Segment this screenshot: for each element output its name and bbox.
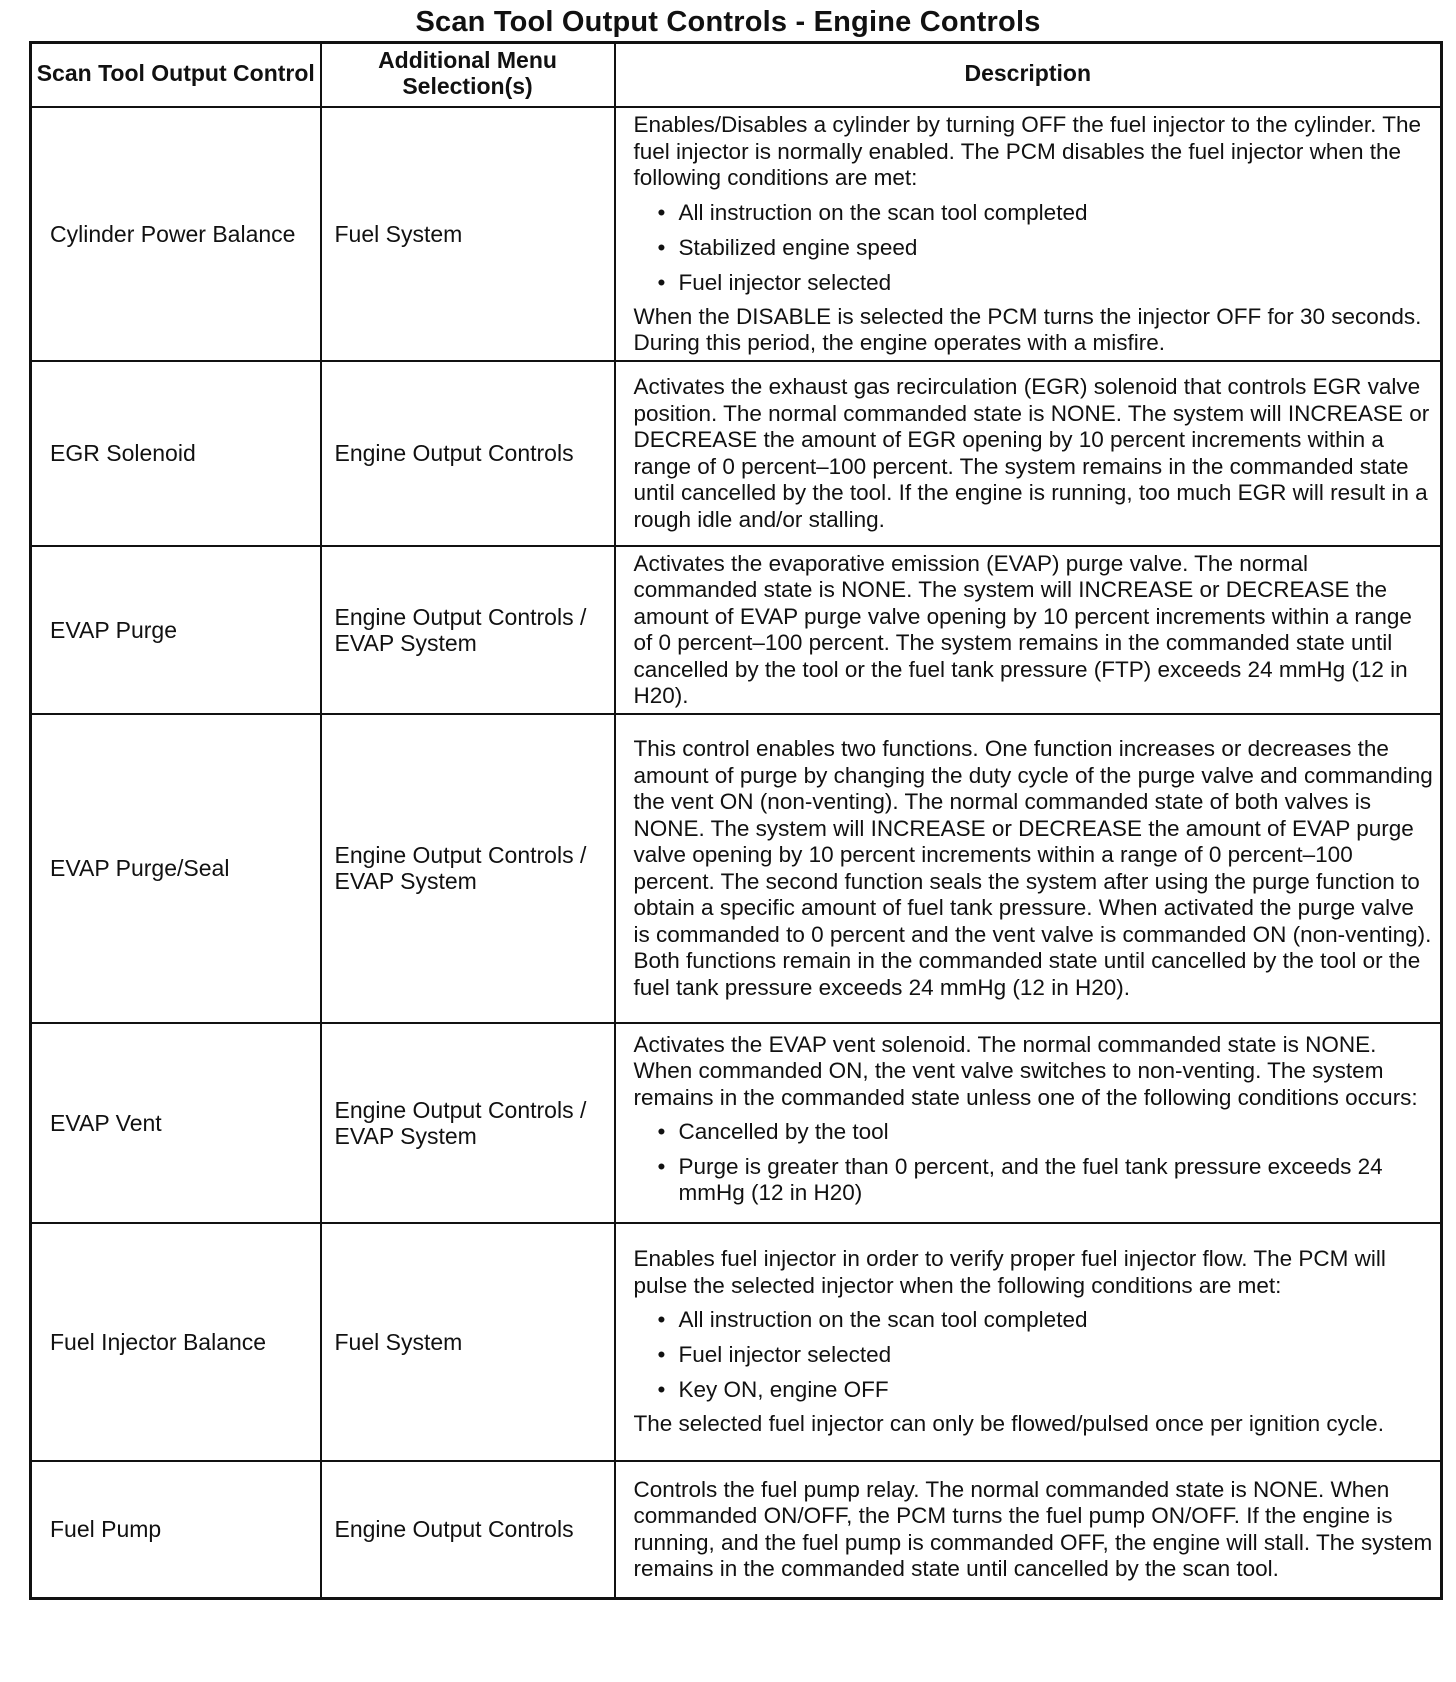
table-row <box>31 1223 1442 1461</box>
list-item: • Fuel injector selected <box>658 270 1435 296</box>
list-item: • Stabilized engine speed <box>658 235 1435 261</box>
description <box>615 1223 1442 1461</box>
list-item: • Cancelled by the tool <box>658 1119 1435 1145</box>
description-intro: Enables/Disables a cylinder by turning OFF the fuel injector to the cylinder. The fuel injector is normally enabled. The PCM disables the fuel injector when the following conditions are met: <box>633 112 1421 190</box>
table-row <box>31 1023 1442 1223</box>
menu-selection: Engine Output Controls / EVAP System <box>321 546 615 714</box>
description <box>615 1461 1442 1599</box>
page-title: Scan Tool Output Controls - Engine Controls <box>415 6 1041 38</box>
menu-selection: Engine Output Controls / EVAP System <box>321 1023 615 1223</box>
description-intro: Controls the fuel pump relay. The normal commanded state is NONE. When commanded ON/OFF, the PCM turns the fuel pump ON/OFF. If the engine is running, and the fuel pump is commanded OFF, the engine will stall. The system remains in the commanded state until cancelled by the scan tool. <box>633 1476 1433 1582</box>
description-intro: Enables fuel injector in order to verify proper fuel injector flow. The PCM will pulse the selected injector when the following conditions are met: <box>633 1246 1386 1298</box>
output-controls-table <box>29 41 1443 1600</box>
table-row <box>31 361 1442 546</box>
menu-selection: Engine Output Controls <box>321 361 615 546</box>
output-control-name: EVAP Vent <box>31 1023 321 1223</box>
condition-list <box>634 1119 1435 1206</box>
header-menu-selection: Additional Menu Selection(s) <box>321 43 615 108</box>
condition-list <box>634 200 1435 296</box>
list-item: • Purge is greater than 0 percent, and the fuel tank pressure exceeds 24 mmHg (12 in H20) <box>658 1154 1435 1206</box>
table-row <box>31 546 1442 714</box>
description <box>615 714 1442 1023</box>
description-intro: Activates the EVAP vent solenoid. The normal commanded state is NONE. When commanded ON, the vent valve switches to non-venting. The system remains in the commanded state unless one of the following conditions occurs: <box>633 1031 1418 1110</box>
menu-selection: Engine Output Controls / EVAP System <box>321 714 615 1023</box>
condition-list <box>634 1307 1435 1403</box>
menu-selection: Fuel System <box>321 107 615 361</box>
list-item: • Key ON, engine OFF <box>658 1377 1435 1403</box>
description <box>615 361 1442 546</box>
header-output-control: Scan Tool Output Control <box>31 43 321 108</box>
list-item: • All instruction on the scan tool completed <box>658 200 1435 226</box>
list-item: • All instruction on the scan tool completed <box>658 1307 1435 1333</box>
output-control-name: Fuel Injector Balance <box>31 1223 321 1461</box>
list-item: • Fuel injector selected <box>658 1342 1435 1368</box>
output-control-name: Cylinder Power Balance <box>31 107 321 361</box>
description <box>615 1023 1442 1223</box>
description-intro: This control enables two functions. One function increases or decreases the amount of purge by changing the duty cycle of the purge valve and commanding the vent ON (non-venting). The normal commanded state of both valves is NONE. The system will INCREASE or DECREASE the amount of EVAP purge valve opening by 10 percent increments within a range of 0 percent–100 percent. The second function seals the system after using the purge function to obtain a specific amount of fuel tank pressure. When activated the purge valve is commanded to 0 percent and the vent valve is commanded ON (non-venting). Both functions remain in the commanded state until cancelled by the tool or the fuel tank pressure exceeds 24 mmHg (12 in H20). <box>633 736 1433 1000</box>
description-intro: Activates the exhaust gas recirculation (EGR) solenoid that controls EGR valve position. The normal commanded state is NONE. The system will INCREASE or DECREASE the amount of EGR opening by 10 percent increments within a range of 0 percent–100 percent. The system remains in the commanded state until cancelled by the tool. If the engine is running, too much EGR will result in a rough idle and/or stalling. <box>633 374 1430 532</box>
menu-selection: Fuel System <box>321 1223 615 1461</box>
table-row <box>31 714 1442 1023</box>
output-control-name: EVAP Purge <box>31 546 321 714</box>
description-note: The selected fuel injector can only be flowed/pulsed once per ignition cycle. <box>633 1411 1384 1437</box>
description <box>615 546 1442 714</box>
header-description: Description <box>615 43 1442 108</box>
description <box>615 107 1442 361</box>
table-header-row <box>31 43 1442 108</box>
table-row <box>31 1461 1442 1599</box>
output-control-name: EVAP Purge/Seal <box>31 714 321 1023</box>
output-control-name: EGR Solenoid <box>31 361 321 546</box>
description-intro: Activates the evaporative emission (EVAP) purge valve. The normal commanded state is NONE. The system will INCREASE or DECREASE the amount of EVAP purge valve opening by 10 percent increments within a range of 0 percent–100 percent. The system remains in the commanded state until cancelled by the tool or the fuel tank pressure (FTP) exceeds 24 mmHg (12 in H20). <box>633 550 1412 708</box>
menu-selection: Engine Output Controls <box>321 1461 615 1599</box>
description-note: When the DISABLE is selected the PCM turns the injector OFF for 30 seconds. During this period, the engine operates with a misfire. <box>633 303 1422 355</box>
output-control-name: Fuel Pump <box>31 1461 321 1599</box>
table-row <box>31 107 1442 361</box>
